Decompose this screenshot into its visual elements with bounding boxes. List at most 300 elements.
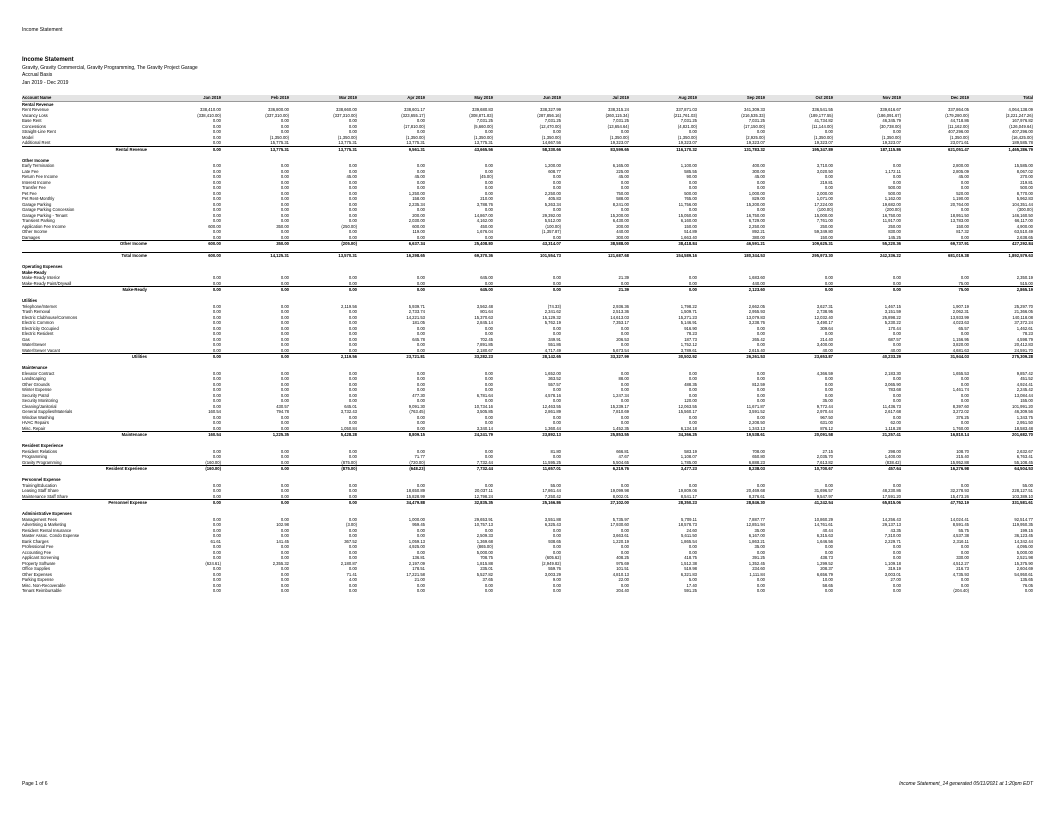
amount-cell: 30,502.92	[629, 354, 697, 360]
amount-cell: 250.00	[888, 223, 901, 229]
amount-cell: (74.33)	[547, 303, 561, 309]
amount-cell: 2,805.09	[952, 168, 969, 174]
amount-cell: 519.98	[684, 566, 697, 572]
amount-cell: 0.00	[212, 414, 221, 420]
amount-cell: 0.00	[824, 387, 833, 393]
amount-cell: 2,250.00	[748, 223, 765, 229]
amount-cell: 7,031.25	[476, 118, 493, 124]
section-label: Operating Expenses	[22, 264, 63, 270]
amount-cell: 21.00	[414, 577, 425, 583]
account-name: Resident Experience	[22, 466, 153, 472]
amount-cell: 0.00	[212, 218, 221, 224]
amount-cell: 0.00	[280, 218, 289, 224]
amount-cell: 216.73	[956, 566, 969, 572]
amount-cell: 9,091.30	[408, 403, 425, 409]
amount-cell: 1,111.84	[749, 571, 765, 577]
total-cell: 20,412.83	[1014, 342, 1033, 348]
amount-cell: 136.81	[412, 555, 425, 561]
account-name: Water/Sewer Vacant	[22, 347, 60, 353]
amount-cell: 1,785.00	[680, 459, 697, 465]
total-cell: 199.15	[1020, 527, 1033, 533]
amount-cell: 37.65	[482, 577, 493, 583]
amount-cell: 29,137.13	[882, 522, 901, 528]
account-name: Programming	[22, 454, 48, 460]
amount-cell: 2,180.87	[340, 560, 357, 566]
amount-cell: 0.00	[212, 207, 221, 213]
total-cell: 63,510.49	[1014, 229, 1033, 235]
amount-cell: 0.00	[484, 179, 493, 185]
amount-cell: 43,665.56	[425, 146, 493, 152]
amount-cell: 0.00	[280, 207, 289, 213]
amount-cell: 0.00	[348, 555, 357, 561]
amount-cell: 0.00	[824, 376, 833, 382]
amount-cell: (1,357.87)	[541, 229, 561, 235]
amount-cell: 0.00	[280, 448, 289, 454]
amount-cell: (1,350.00)	[881, 134, 901, 140]
amount-cell: 0.00	[416, 179, 425, 185]
total-cell: 4,900.00	[1016, 223, 1033, 229]
total-cell: 515.00	[1020, 280, 1033, 286]
amount-cell: 0.00	[348, 325, 357, 331]
amount-cell: 0.00	[620, 331, 629, 337]
amount-cell: 405.83	[548, 196, 561, 202]
amount-cell: 0.00	[212, 123, 221, 129]
amount-cell: 13,079.83	[746, 314, 765, 320]
amount-cell: 0.00	[892, 342, 901, 348]
account-name: Maintenance	[22, 432, 153, 438]
amount-cell: 0.00	[960, 275, 969, 281]
total-cell: (16,425.00)	[1011, 134, 1033, 140]
amount-cell: 0.00	[280, 280, 289, 286]
account-name: Pet Fee	[22, 190, 37, 196]
amount-cell: 0.00	[348, 342, 357, 348]
amount-cell: 1,655.53	[952, 370, 969, 376]
amount-cell: 0.00	[688, 179, 697, 185]
amount-cell: 0.00	[212, 196, 221, 202]
amount-cell: 7,310.00	[884, 533, 901, 539]
amount-cell: 0.00	[280, 234, 289, 240]
amount-cell: 0.00	[620, 129, 629, 135]
amount-cell: 0.00	[552, 325, 561, 331]
amount-cell: 8,809.15	[357, 432, 425, 438]
amount-cell: 0.00	[280, 588, 289, 594]
amount-cell: 0.00	[212, 527, 221, 533]
column-header-account: Account Name	[22, 95, 153, 101]
amount-cell: 0.00	[153, 287, 221, 293]
amount-cell: 559.76	[548, 566, 561, 572]
amount-cell: 1,798.22	[680, 303, 697, 309]
amount-cell: 0.00	[280, 387, 289, 393]
amount-cell: 7,250.42	[544, 493, 561, 499]
amount-cell: 0.00	[348, 392, 357, 398]
amount-cell: 46,345.79	[882, 118, 901, 124]
amount-cell: 0.00	[212, 577, 221, 583]
account-name: Model	[22, 134, 34, 140]
amount-cell: 650.80	[752, 454, 765, 460]
amount-cell: 7,353.17	[612, 320, 629, 326]
amount-cell: 583.19	[684, 448, 697, 454]
amount-cell: 477.30	[412, 392, 425, 398]
amount-cell: 48,230.86	[882, 488, 901, 494]
amount-cell: 16,750.00	[746, 212, 765, 218]
total-cell: 0.00	[1024, 588, 1033, 594]
amount-cell: (179,280.00)	[945, 112, 969, 118]
amount-cell: 338,315.24	[608, 107, 629, 113]
amount-cell: 621,051.47	[901, 146, 969, 152]
amount-cell: 0.00	[688, 185, 697, 191]
amount-cell: 20,469.68	[746, 488, 765, 494]
amount-cell: (13,654.64)	[607, 123, 629, 129]
total-cell: 2,521.98	[1016, 555, 1033, 561]
total-cell: 2,245.42	[1016, 387, 1033, 393]
amount-cell: 0.00	[824, 392, 833, 398]
amount-cell: 17,930.60	[610, 522, 629, 528]
amount-cell: 7,761.00	[816, 218, 833, 224]
amount-cell: 0.00	[280, 566, 289, 572]
amount-cell: 975.69	[616, 560, 629, 566]
amount-cell: (2,925.00)	[745, 134, 765, 140]
amount-cell: 0.00	[280, 454, 289, 460]
amount-cell: 0.00	[892, 582, 901, 588]
total-cell: 189,585.78	[1012, 140, 1033, 146]
amount-cell: 0.00	[756, 325, 765, 331]
amount-cell: 0.00	[552, 420, 561, 426]
amount-cell: 0.00	[620, 185, 629, 191]
amount-cell: 88.00	[618, 376, 629, 382]
amount-cell: 0.00	[212, 129, 221, 135]
total-cell: 1,462.61	[1016, 325, 1033, 331]
amount-cell: 0.00	[357, 287, 425, 293]
amount-cell: 892.21	[752, 229, 765, 235]
amount-cell: 0.00	[756, 482, 765, 488]
amount-cell: 3,340.14	[476, 425, 493, 431]
amount-cell: (200.00)	[885, 207, 901, 213]
amount-cell: 3,732.43	[340, 409, 357, 415]
amount-cell: 0.00	[280, 582, 289, 588]
amount-cell: (308,871.83)	[469, 112, 493, 118]
account-name: Gravity Programming	[22, 459, 62, 465]
amount-cell: 1,190.00	[952, 196, 969, 202]
amount-cell: 150.00	[956, 223, 969, 229]
amount-cell: 195,347.89	[765, 146, 833, 152]
amount-cell: 0.00	[280, 577, 289, 583]
amount-cell: 0.00	[756, 588, 765, 594]
total-cell: 2,638.65	[1016, 234, 1033, 240]
amount-cell: 2,662.05	[748, 303, 765, 309]
amount-cell: 0.00	[348, 163, 357, 169]
total-cell: 407,296.00	[1012, 129, 1033, 135]
amount-cell: 0.00	[960, 420, 969, 426]
account-name: Other Income	[22, 241, 153, 247]
total-cell: 2,951.50	[1016, 420, 1033, 426]
amount-cell: 0.00	[280, 185, 289, 191]
amount-cell: (160.00)	[153, 466, 221, 472]
amount-cell: 6,219.76	[561, 466, 629, 472]
amount-cell: (763.45)	[409, 409, 425, 415]
amount-cell: 27,102.00	[561, 500, 629, 506]
amount-cell: 0.00	[280, 174, 289, 180]
amount-cell: 0.00	[620, 582, 629, 588]
section-label: Administrative Expenses	[22, 511, 72, 517]
amount-cell: 1,109.18	[884, 560, 901, 566]
amount-cell: (250.00)	[341, 223, 357, 229]
amount-cell: 0.00	[212, 454, 221, 460]
amount-cell: 0.00	[552, 387, 561, 393]
amount-cell: 0.00	[280, 196, 289, 202]
account-name: General Supplies/Materials	[22, 409, 73, 415]
amount-cell: 1,509.71	[680, 309, 697, 315]
amount-cell: 0.00	[348, 376, 357, 382]
amount-cell: 2,123.60	[697, 287, 765, 293]
amount-cell: 78.23	[686, 331, 697, 337]
amount-cell: 90.00	[686, 174, 697, 180]
column-header: Mar 2019	[289, 95, 357, 101]
amount-cell: 0.00	[892, 163, 901, 169]
amount-cell: 2,183.30	[884, 370, 901, 376]
amount-cell: 0.00	[552, 454, 561, 460]
amount-cell: 0.00	[824, 381, 833, 387]
amount-cell: 17,861.44	[542, 488, 561, 494]
amount-cell: 14,761.61	[814, 522, 833, 528]
amount-cell: 645.01	[344, 403, 357, 409]
amount-cell: 34,366.25	[629, 432, 697, 438]
amount-cell: 0.00	[484, 482, 493, 488]
amount-cell: 0.00	[348, 544, 357, 550]
amount-cell: 0.00	[212, 420, 221, 426]
amount-cell: 0.00	[212, 190, 221, 196]
amount-cell: 319.19	[888, 566, 901, 572]
amount-cell: 0.00	[552, 179, 561, 185]
amount-cell: 28,350.23	[629, 500, 697, 506]
column-header: Feb 2019	[221, 95, 289, 101]
amount-cell: 0.00	[416, 414, 425, 420]
amount-cell: 0.00	[416, 533, 425, 539]
amount-cell: 4,735.93	[952, 571, 969, 577]
amount-cell: 27.15	[822, 448, 833, 454]
amount-cell: 0.00	[212, 376, 221, 382]
amount-cell: (160.00)	[205, 459, 221, 465]
amount-cell: 15,129.32	[542, 314, 561, 320]
amount-cell: 41,734.82	[814, 118, 833, 124]
amount-cell: 0.00	[212, 549, 221, 555]
amount-cell: 3,562.48	[476, 303, 493, 309]
amount-cell: 0.00	[348, 118, 357, 124]
amount-cell: 15,200.00	[610, 212, 629, 218]
amount-cell: 0.00	[280, 571, 289, 577]
amount-cell: 8,397.60	[952, 403, 969, 409]
amount-cell: 6,321.83	[680, 571, 697, 577]
amount-cell: 45.00	[414, 174, 425, 180]
amount-cell: 801.64	[480, 309, 493, 315]
amount-cell: 200.00	[412, 212, 425, 218]
total-cell: 21,366.05	[1014, 309, 1033, 315]
section-label: Rental Revenue	[22, 101, 54, 107]
amount-cell: (17,810.00)	[403, 123, 425, 129]
amount-cell: 215.40	[956, 454, 969, 460]
account-name: Applicant Screening	[22, 555, 60, 561]
amount-cell: 31,696.57	[814, 488, 833, 494]
amount-cell: 2,970.44	[816, 409, 833, 415]
amount-cell: 337,864.05	[948, 107, 969, 113]
amount-cell: 4,810.13	[612, 571, 629, 577]
amount-cell: 0.00	[484, 234, 493, 240]
amount-cell: 4,537.38	[952, 533, 969, 539]
amount-cell: 0.00	[280, 179, 289, 185]
amount-cell: 645.78	[412, 336, 425, 342]
amount-cell: 0.00	[221, 354, 289, 360]
amount-cell: 208.37	[820, 566, 833, 572]
amount-cell: 0.00	[484, 420, 493, 426]
amount-cell: (323,655.17)	[401, 112, 425, 118]
account-name: Rental Revenue	[22, 146, 153, 152]
amount-cell: 0.00	[416, 398, 425, 404]
amount-cell: 1,452.35	[612, 425, 629, 431]
amount-cell: 0.00	[688, 482, 697, 488]
section-label: Utilities	[22, 298, 38, 304]
amount-cell: (1,350.00)	[813, 134, 833, 140]
amount-cell: 6,315.63	[816, 533, 833, 539]
amount-cell: 11,917.00	[882, 218, 901, 224]
amount-cell: 17.40	[686, 582, 697, 588]
amount-cell: 180,344.53	[697, 253, 765, 259]
amount-cell: 8,591.45	[952, 522, 969, 528]
amount-cell: 7,031.25	[748, 118, 765, 124]
amount-cell: 3,151.59	[884, 309, 901, 315]
amount-cell: (875.00)	[341, 459, 357, 465]
account-name: Personnel Expense	[22, 500, 153, 506]
amount-cell: 33,282.23	[425, 354, 493, 360]
total-cell: 5,000.00	[1016, 549, 1033, 555]
amount-cell: 69,737.91	[901, 241, 969, 247]
amount-cell: 339,616.67	[880, 107, 901, 113]
amount-cell: 5,762.19	[544, 320, 561, 326]
amount-cell: 0.00	[484, 331, 493, 337]
amount-cell: 0.00	[484, 129, 493, 135]
amount-cell: 0.00	[688, 280, 697, 286]
amount-cell: 200.00	[616, 223, 629, 229]
amount-cell: 0.00	[348, 336, 357, 342]
amount-cell: (186,091.67)	[877, 112, 901, 118]
income-statement-table	[22, 95, 1033, 594]
total-cell: 37,372.24	[1014, 320, 1033, 326]
total-cell: 46,309.56	[1014, 409, 1033, 415]
amount-cell: 0.00	[892, 588, 901, 594]
column-header: Oct 2019	[765, 95, 833, 101]
amount-cell: 0.00	[280, 527, 289, 533]
amount-cell: 2,000.00	[816, 190, 833, 196]
amount-cell: 0.00	[348, 533, 357, 539]
amount-cell: 0.00	[416, 387, 425, 393]
amount-cell: 1,752.12	[680, 342, 697, 348]
amount-cell: 16,810.14	[901, 432, 969, 438]
report-basis: Accrual Basis	[22, 72, 53, 78]
amount-cell: 23,721.81	[357, 354, 425, 360]
account-name: Elevator Contract	[22, 370, 55, 376]
amount-cell: 1,071.00	[816, 196, 833, 202]
amount-cell: 102.98	[276, 522, 289, 528]
total-cell: 6,763.41	[1016, 454, 1033, 460]
amount-cell: 18,951.50	[950, 212, 969, 218]
total-cell: 140,118.08	[1012, 314, 1033, 320]
amount-cell: 45.00	[958, 174, 969, 180]
amount-cell: 0.00	[212, 118, 221, 124]
amount-cell: 1,000.00	[408, 516, 425, 522]
total-cell: 101,991.20	[1012, 403, 1033, 409]
amount-cell: 0.00	[552, 234, 561, 240]
amount-cell: 0.00	[416, 129, 425, 135]
amount-cell: 75.00	[958, 280, 969, 286]
amount-cell: 29,653.91	[474, 516, 493, 522]
amount-cell: 8,541.17	[680, 493, 697, 499]
amount-cell: 0.00	[960, 577, 969, 583]
total-cell: 270.00	[1020, 174, 1033, 180]
amount-cell: 7,732.44	[476, 459, 493, 465]
amount-cell: 25,408.80	[425, 241, 493, 247]
total-cell: 66,117.00	[1014, 218, 1033, 224]
total-cell: 55,108.45	[1014, 459, 1033, 465]
table-row	[22, 588, 1033, 594]
amount-cell: 0.00	[484, 454, 493, 460]
amount-cell: 0.00	[824, 544, 833, 550]
amount-cell: 154,589.16	[629, 253, 697, 259]
account-name: Professional Fee	[22, 544, 54, 550]
amount-cell: 0.00	[280, 314, 289, 320]
amount-cell: 3,789.61	[680, 347, 697, 353]
amount-cell: 16,298.65	[357, 253, 425, 259]
total-cell: 103,389.10	[1012, 493, 1033, 499]
amount-cell: 0.00	[892, 414, 901, 420]
amount-cell: 15,200.00	[746, 201, 765, 207]
amount-cell: 225.00	[616, 168, 629, 174]
amount-cell: 16,276.98	[901, 466, 969, 472]
amount-cell: 5,673.54	[612, 347, 629, 353]
amount-cell: 160.54	[153, 432, 221, 438]
amount-cell: 0.00	[348, 207, 357, 213]
amount-cell: 0.00	[348, 309, 357, 315]
amount-cell: (1,350.00)	[949, 134, 969, 140]
amount-cell: 8,241.00	[612, 201, 629, 207]
amount-cell: 0.00	[416, 325, 425, 331]
amount-cell: 10,734.16	[474, 403, 493, 409]
account-name: Master Assoc. Condo Expense	[22, 533, 80, 539]
amount-cell: 0.00	[348, 493, 357, 499]
account-name: Garage Parking Concession	[22, 207, 75, 213]
amount-cell: 22.00	[618, 577, 629, 583]
amount-cell: 131,783.32	[697, 146, 765, 152]
amount-cell: 295,973.30	[765, 253, 833, 259]
account-name: Total Income	[22, 253, 153, 259]
amount-cell: 1,059.13	[408, 538, 425, 544]
total-cell: 18,583.48	[1014, 425, 1033, 431]
amount-cell: 0.00	[960, 185, 969, 191]
total-cell: 135.65	[1020, 577, 1033, 583]
amount-cell: 0.00	[484, 376, 493, 382]
amount-cell: 0.00	[552, 280, 561, 286]
amount-cell: 0.00	[620, 207, 629, 213]
amount-cell: 9,561.31	[357, 146, 425, 152]
page-number: Page 1 of 6	[22, 781, 48, 787]
amount-cell: 44,718.86	[950, 118, 969, 124]
total-cell: 4,924.41	[1016, 381, 1033, 387]
amount-cell: 0.00	[348, 420, 357, 426]
amount-cell: 15,271.23	[678, 314, 697, 320]
amount-cell: 32,278.93	[950, 488, 969, 494]
amount-cell: 6,637.34	[357, 241, 425, 247]
amount-cell: 298.00	[888, 448, 901, 454]
amount-cell: 3,020.50	[816, 168, 833, 174]
amount-cell: 0.00	[212, 488, 221, 494]
amount-cell: 4,512.27	[952, 560, 969, 566]
